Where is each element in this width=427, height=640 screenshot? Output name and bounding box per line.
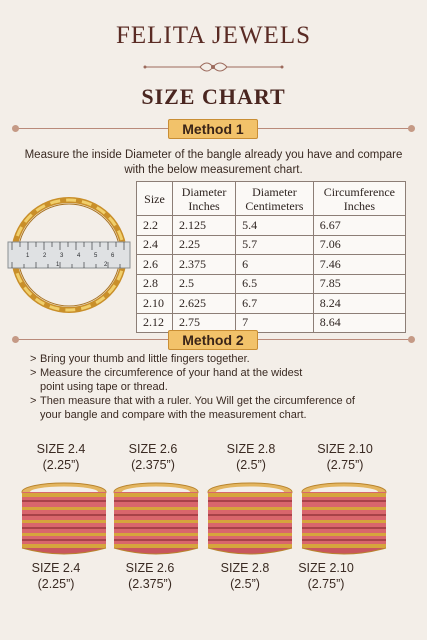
table-cell: 2.10 xyxy=(137,294,173,314)
sample-label-bottom xyxy=(6,560,106,592)
table-cell: 7 xyxy=(236,313,314,333)
sample-inches: (2.375”) xyxy=(131,458,175,472)
table-row xyxy=(137,274,406,294)
method-2-steps xyxy=(30,352,410,422)
bangle-set-image xyxy=(110,480,202,556)
sample-size: SIZE 2.8 xyxy=(226,442,276,456)
table-cell: 2.12 xyxy=(137,313,173,333)
method-2-header xyxy=(14,330,413,350)
ruler-number: 1 xyxy=(56,262,60,268)
ruler-number: 3 xyxy=(60,253,64,259)
table-cell: 6.5 xyxy=(236,274,314,294)
intro-line: Measure the inside Diameter of the bangle already you have and compare xyxy=(24,149,403,161)
table-cell: 8.64 xyxy=(313,313,405,333)
divider-dot xyxy=(12,125,19,132)
sample-inches: (2.75”) xyxy=(326,458,364,472)
step-text: Measure the circumference of your hand at the widest xyxy=(40,367,303,379)
sample-inches: (2.5”) xyxy=(230,577,260,591)
table-cell: 5.4 xyxy=(236,216,314,236)
table-row xyxy=(137,216,406,236)
header-text: Diameter xyxy=(181,184,227,199)
sample-inches: (2.25”) xyxy=(37,577,75,591)
header-circumference xyxy=(313,182,405,216)
table-cell: 2.5 xyxy=(173,274,236,294)
bangle-set-image xyxy=(298,480,390,556)
table-row xyxy=(137,294,406,314)
header-text: Circumference xyxy=(323,184,396,199)
sample-inches: (2.75”) xyxy=(307,577,345,591)
step-text: Then measure that with a ruler. You Will get the circumference of xyxy=(40,395,355,407)
table-cell: 7.06 xyxy=(313,235,405,255)
divider-dot xyxy=(408,336,415,343)
intro-line: with the below measurement chart. xyxy=(124,164,303,176)
header-diameter-cm xyxy=(236,182,314,216)
divider-ornament xyxy=(0,56,427,78)
sample-size: SIZE 2.6 xyxy=(128,442,178,456)
table-cell: 7.85 xyxy=(313,274,405,294)
ruler-number: 5 xyxy=(94,253,98,259)
sample-size: SIZE 2.10 xyxy=(298,561,354,575)
table-cell: 2.4 xyxy=(137,235,173,255)
ruler-number: 6 xyxy=(111,253,115,259)
list-item xyxy=(30,366,410,394)
method-1-badge: Method 1 xyxy=(168,119,258,139)
ruler-number: 4 xyxy=(77,253,81,259)
sample-inches: (2.5”) xyxy=(236,458,266,472)
sample-inches: (2.375”) xyxy=(128,577,172,591)
table-cell: 6.7 xyxy=(236,294,314,314)
table-cell: 2.75 xyxy=(173,313,236,333)
step-text: your bangle and compare with the measurement chart. xyxy=(40,409,307,421)
table-cell: 2.125 xyxy=(173,216,236,236)
list-item xyxy=(30,352,410,366)
table-cell: 2.25 xyxy=(173,235,236,255)
table-cell: 7.46 xyxy=(313,255,405,275)
sample-label-top xyxy=(11,441,111,473)
table-cell: 2.625 xyxy=(173,294,236,314)
header-size xyxy=(137,182,173,216)
step-text: Bring your thumb and little fingers together. xyxy=(40,353,250,365)
divider-dot xyxy=(408,125,415,132)
sample-size: SIZE 2.10 xyxy=(317,442,373,456)
bangle-with-ruler-image xyxy=(6,192,132,318)
sample-size: SIZE 2.4 xyxy=(36,442,86,456)
header-diameter-inches xyxy=(173,182,236,216)
sample-size: SIZE 2.6 xyxy=(125,561,175,575)
table-row xyxy=(137,255,406,275)
sample-size: SIZE 2.8 xyxy=(220,561,270,575)
header-text: Inches xyxy=(343,198,376,213)
divider-dot xyxy=(12,336,19,343)
header-text: Diameter xyxy=(252,184,297,199)
table-cell: 2.2 xyxy=(137,216,173,236)
sample-label-bottom xyxy=(276,560,376,592)
header-text: Centimeters xyxy=(245,198,304,213)
ruler-number: 2 xyxy=(43,253,47,259)
table-cell: 8.24 xyxy=(313,294,405,314)
table-cell: 6.67 xyxy=(313,216,405,236)
sample-label-bottom xyxy=(100,560,200,592)
method-1-instructions xyxy=(10,148,417,178)
sample-label-top xyxy=(201,441,301,473)
ruler-number: 2 xyxy=(104,262,108,268)
table-cell: 5.7 xyxy=(236,235,314,255)
size-chart-table xyxy=(136,181,406,333)
header-text: Inches xyxy=(188,198,220,213)
method-1-header xyxy=(14,119,413,139)
table-cell: 2.6 xyxy=(137,255,173,275)
table-cell: 2.375 xyxy=(173,255,236,275)
method-2-badge: Method 2 xyxy=(168,330,258,350)
header-text: Size xyxy=(144,191,165,206)
bangle-set-image xyxy=(18,480,110,556)
bangle-set-image xyxy=(204,480,296,556)
brand-name: FELITA JEWELS xyxy=(115,22,311,49)
sample-label-top xyxy=(103,441,203,473)
sample-size: SIZE 2.4 xyxy=(31,561,81,575)
table-cell: 2.8 xyxy=(137,274,173,294)
sample-label-top xyxy=(295,441,395,473)
sample-inches: (2.25”) xyxy=(42,458,80,472)
step-text: point using tape or thread. xyxy=(40,381,168,393)
page-title: SIZE CHART xyxy=(141,84,286,109)
table-cell: 6 xyxy=(236,255,314,275)
table-row xyxy=(137,235,406,255)
list-item xyxy=(30,394,410,422)
table-header-row xyxy=(137,182,406,216)
ruler-number: 1 xyxy=(26,253,30,259)
